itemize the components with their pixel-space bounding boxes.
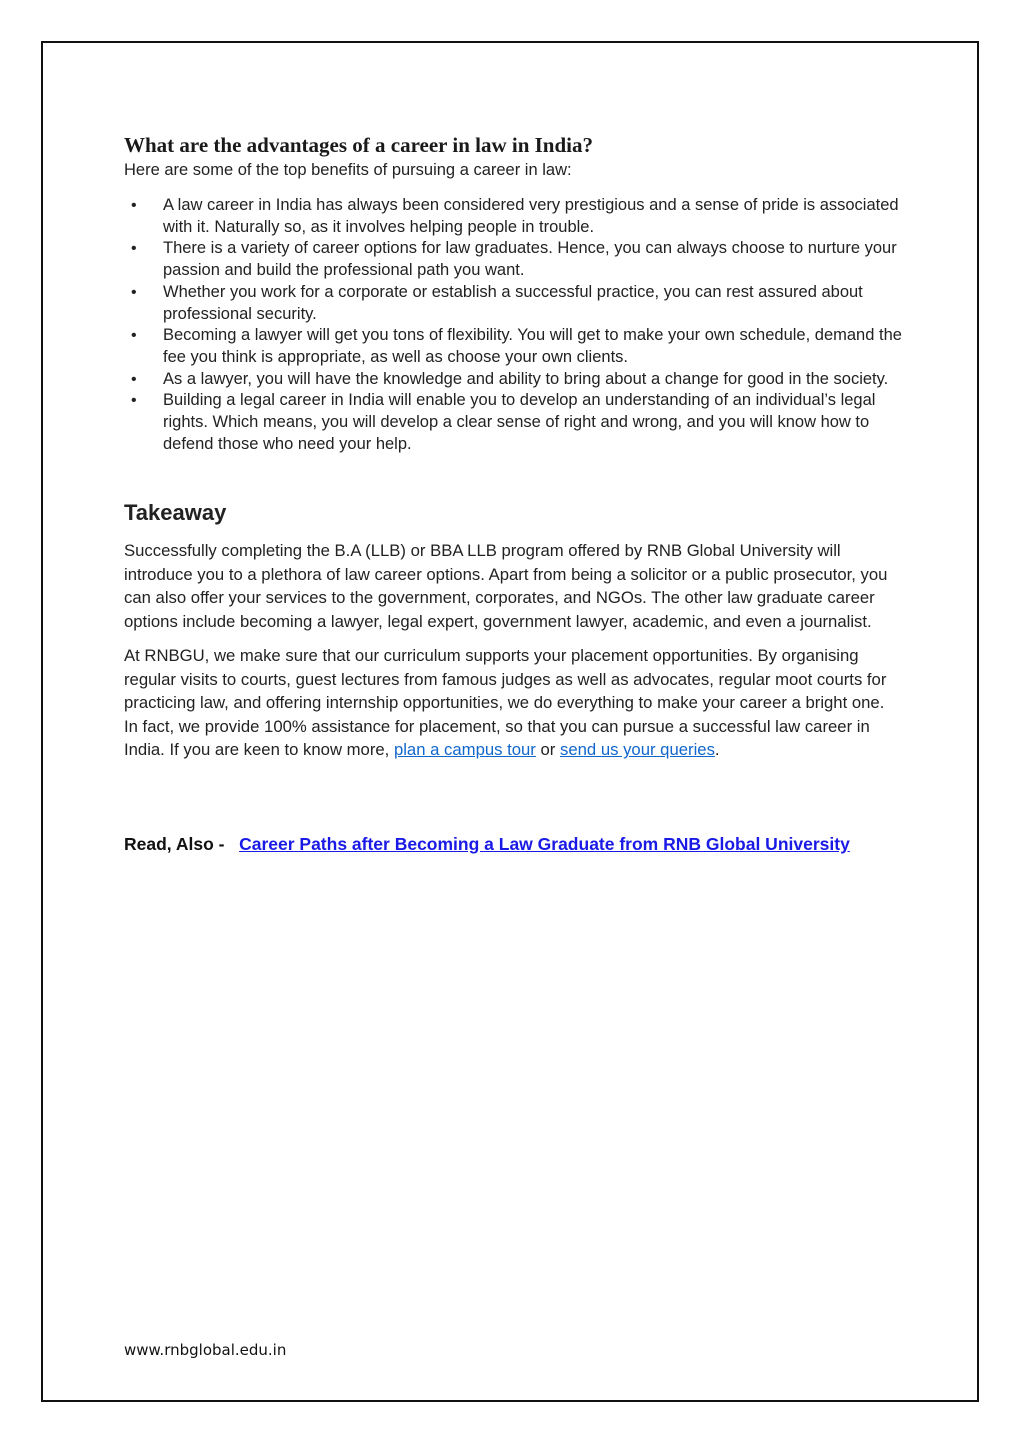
benefits-list: [124, 195, 902, 455]
list-item: [124, 195, 902, 238]
list-item: [124, 390, 902, 455]
read-also: [124, 832, 902, 856]
send-queries-link[interactable]: send us your queries: [560, 740, 715, 760]
bullet-icon: •: [131, 240, 137, 258]
list-item: [124, 325, 902, 368]
document-content: [124, 130, 902, 856]
list-item-text: As a lawyer, you will have the knowledge and ability to bring about a change for good in the society.: [163, 369, 889, 388]
read-also-link[interactable]: Career Paths after Becoming a Law Graduate from RNB Global University: [239, 833, 850, 854]
intro-text: Here are some of the top benefits of pursuing a career in law:: [124, 161, 572, 179]
connector-text: or: [535, 740, 560, 760]
campus-tour-link[interactable]: plan a campus tour: [393, 740, 536, 760]
list-item: [124, 369, 902, 391]
takeaway-heading: Takeaway: [124, 500, 227, 526]
bullet-icon: •: [131, 197, 137, 214]
bullet-icon: •: [131, 392, 137, 410]
bullet-icon: •: [131, 370, 137, 388]
section-heading: What are the advantages of a career in law in India?: [124, 133, 594, 157]
list-item: [124, 238, 902, 281]
list-item-text: Whether you work for a corporate or establish a successful practice, you can rest assured about professional security.: [163, 282, 863, 323]
takeaway-paragraph: Successfully completing the B.A (LLB) or BBA LLB program offered by RNB Global University will introduce you to a plethora of law career options. Apart from being a solicitor or a public prosecutor, you can also offer your services to the government, corporates, and NGOs. The other law graduate career options include becoming a lawyer, legal expert, government lawyer, academic, and even a journalist.: [124, 541, 888, 631]
list-item-text: There is a variety of career options for law graduates. Hence, you can always choose to nurture your passion and build the professional path you want.: [163, 239, 897, 280]
bullet-icon: •: [131, 283, 137, 301]
bullet-icon: •: [131, 327, 137, 345]
placement-text: At RNBGU, we make sure that our curriculum supports your placement opportunities. By organising regular visits to courts, guest lectures from famous judges as well as advocates, regular moot courts for practicing law, and offering internship opportunities, we do everything to make your career a bright one. In fact, we provide 100% assistance for placement, so that you can pursue a successful law career in India. If you are keen to know more,: [124, 646, 887, 760]
list-item-text: A law career in India has always been considered very prestigious and a sense of pride is associated with it. Naturally so, as it involves helping people in trouble.: [163, 196, 899, 236]
list-item-text: Building a legal career in India will enable you to develop an understanding of an individual’s legal rights. Which means, you will develop a clear sense of right and wrong, and you will know how to defend those who need your help.: [163, 391, 876, 453]
end-period: .: [714, 740, 720, 760]
list-item: [124, 282, 902, 325]
list-item-text: Becoming a lawyer will get you tons of flexibility. You will get to make your own schedule, demand the fee you think is appropriate, as well as choose your own clients.: [163, 326, 902, 366]
footer-url: www.rnbglobal.edu.in: [124, 1341, 287, 1359]
placement-paragraph: [124, 644, 902, 762]
read-also-label: Read, Also -: [124, 833, 225, 854]
